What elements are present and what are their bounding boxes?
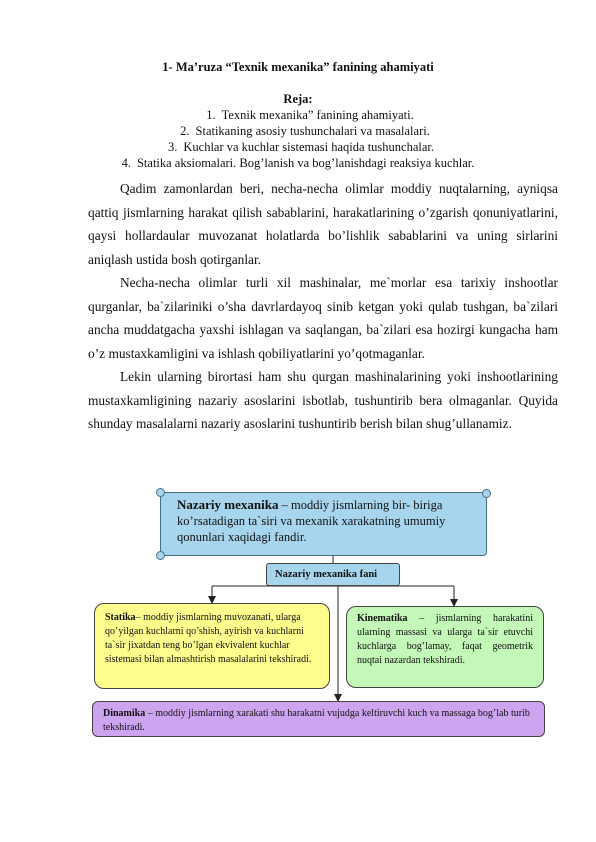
paragraph: Necha-necha olimlar turli xil mashinalar, me`morlar esa tarixiy inshootlar qurganlar, ba`zilariniki o’sha davrlardayoq sinib ketgan yoki qulab tushgan, ba`zilari ancha muddatgacha yaxshi ishlagan va saqlangan, ba`zilari esa hozirgi kungacha ham o’z mustaxkamligini va ishlash qobiliyatlarini yo’qotmaganlar. xyxy=(88,275,558,361)
plan-item-number: 2. xyxy=(180,124,190,138)
plan-item-text: Statikaning asosiy tushunchalari va masalalari. xyxy=(195,124,430,138)
kinematika-text: – jismlarning harakatini ularning massasi va ularga ta`sir etuvchi kuchlarga bog’lamay, faqat geometrik nuqtai nazardan tekshiradi. xyxy=(357,613,533,666)
dinamika-term: Dinamika xyxy=(103,708,146,719)
kinematika-node xyxy=(346,606,544,688)
plan-item-text: Statika aksiomalari. Bog’lanish va bog’lanishdagi reaksiya kuchlar. xyxy=(136,156,475,170)
scroll-curl-icon xyxy=(156,551,165,560)
paragraph: Qadim zamonlardan beri, necha-necha olimlar moddiy nuqtalarning, ayniqsa qattiq jismlarning harakat qilish sabablarini, harakatlarining o’zgarish qonuniyatlarini, qaysi hollardaular muvozanat holatlarda bo’lishlik sabablarini va uning sirlarini aniqlash ustida bosh qotirganlar. xyxy=(88,181,558,267)
scroll-curl-icon xyxy=(156,488,165,497)
statika-term: Statika xyxy=(105,612,136,623)
plan-item-text: Texnik mexanika” fanining ahamiyati. xyxy=(221,108,414,122)
definition-scroll xyxy=(160,492,487,556)
statika-node xyxy=(94,603,330,689)
root-node: Nazariy mexanika fani xyxy=(266,563,400,586)
dinamika-text: – moddiy jismlarning xarakati shu harakatni vujudga keltiruvchi kuch va massaga bog’lab turib tekshiradi. xyxy=(103,708,530,733)
statika-text: – moddiy jismlarning muvozanati, ularga qo’yilgan kuchlarni qo’shish, ayirish va kuchlarni ta`sir jixatdan teng bo’lgan ekvivalent kuchlar sistemasi bilan almashtirish masalalarini tekshiradi. xyxy=(105,612,312,665)
dinamika-node xyxy=(92,701,545,737)
plan-item-number: 4. xyxy=(121,156,131,170)
paragraph: Lekin ularning birortasi ham shu qurgan mashinalarining yoki inshootlarining mustaxkamligining nazariy asoslarini isbotlab, tushuntirib bera olmaganlar. Quyida shunday masalalarni nazariy asoslarini tushuntirib berish bilan shug’ullanamiz. xyxy=(88,369,558,431)
plan-item-number: 1. xyxy=(206,108,216,122)
kinematika-term: Kinematika xyxy=(357,613,408,624)
scroll-curl-icon xyxy=(482,489,491,498)
plan-heading: Reja: xyxy=(283,92,313,106)
definition-text: – moddiy jismlarning bir- biriga ko’rsatadigan ta`siri va mexanik xarakatning umumiy qonunlari xaqidagi fandir. xyxy=(177,498,446,544)
lecture-title: 1- Ma’ruza “Texnik mexanika” fanining ahamiyati xyxy=(162,60,434,74)
plan-item-number: 3. xyxy=(168,140,178,154)
plan-item-text: Kuchlar va kuchlar sistemasi haqida tushunchalar. xyxy=(183,140,434,154)
definition-term: Nazariy mexanika xyxy=(177,497,279,512)
